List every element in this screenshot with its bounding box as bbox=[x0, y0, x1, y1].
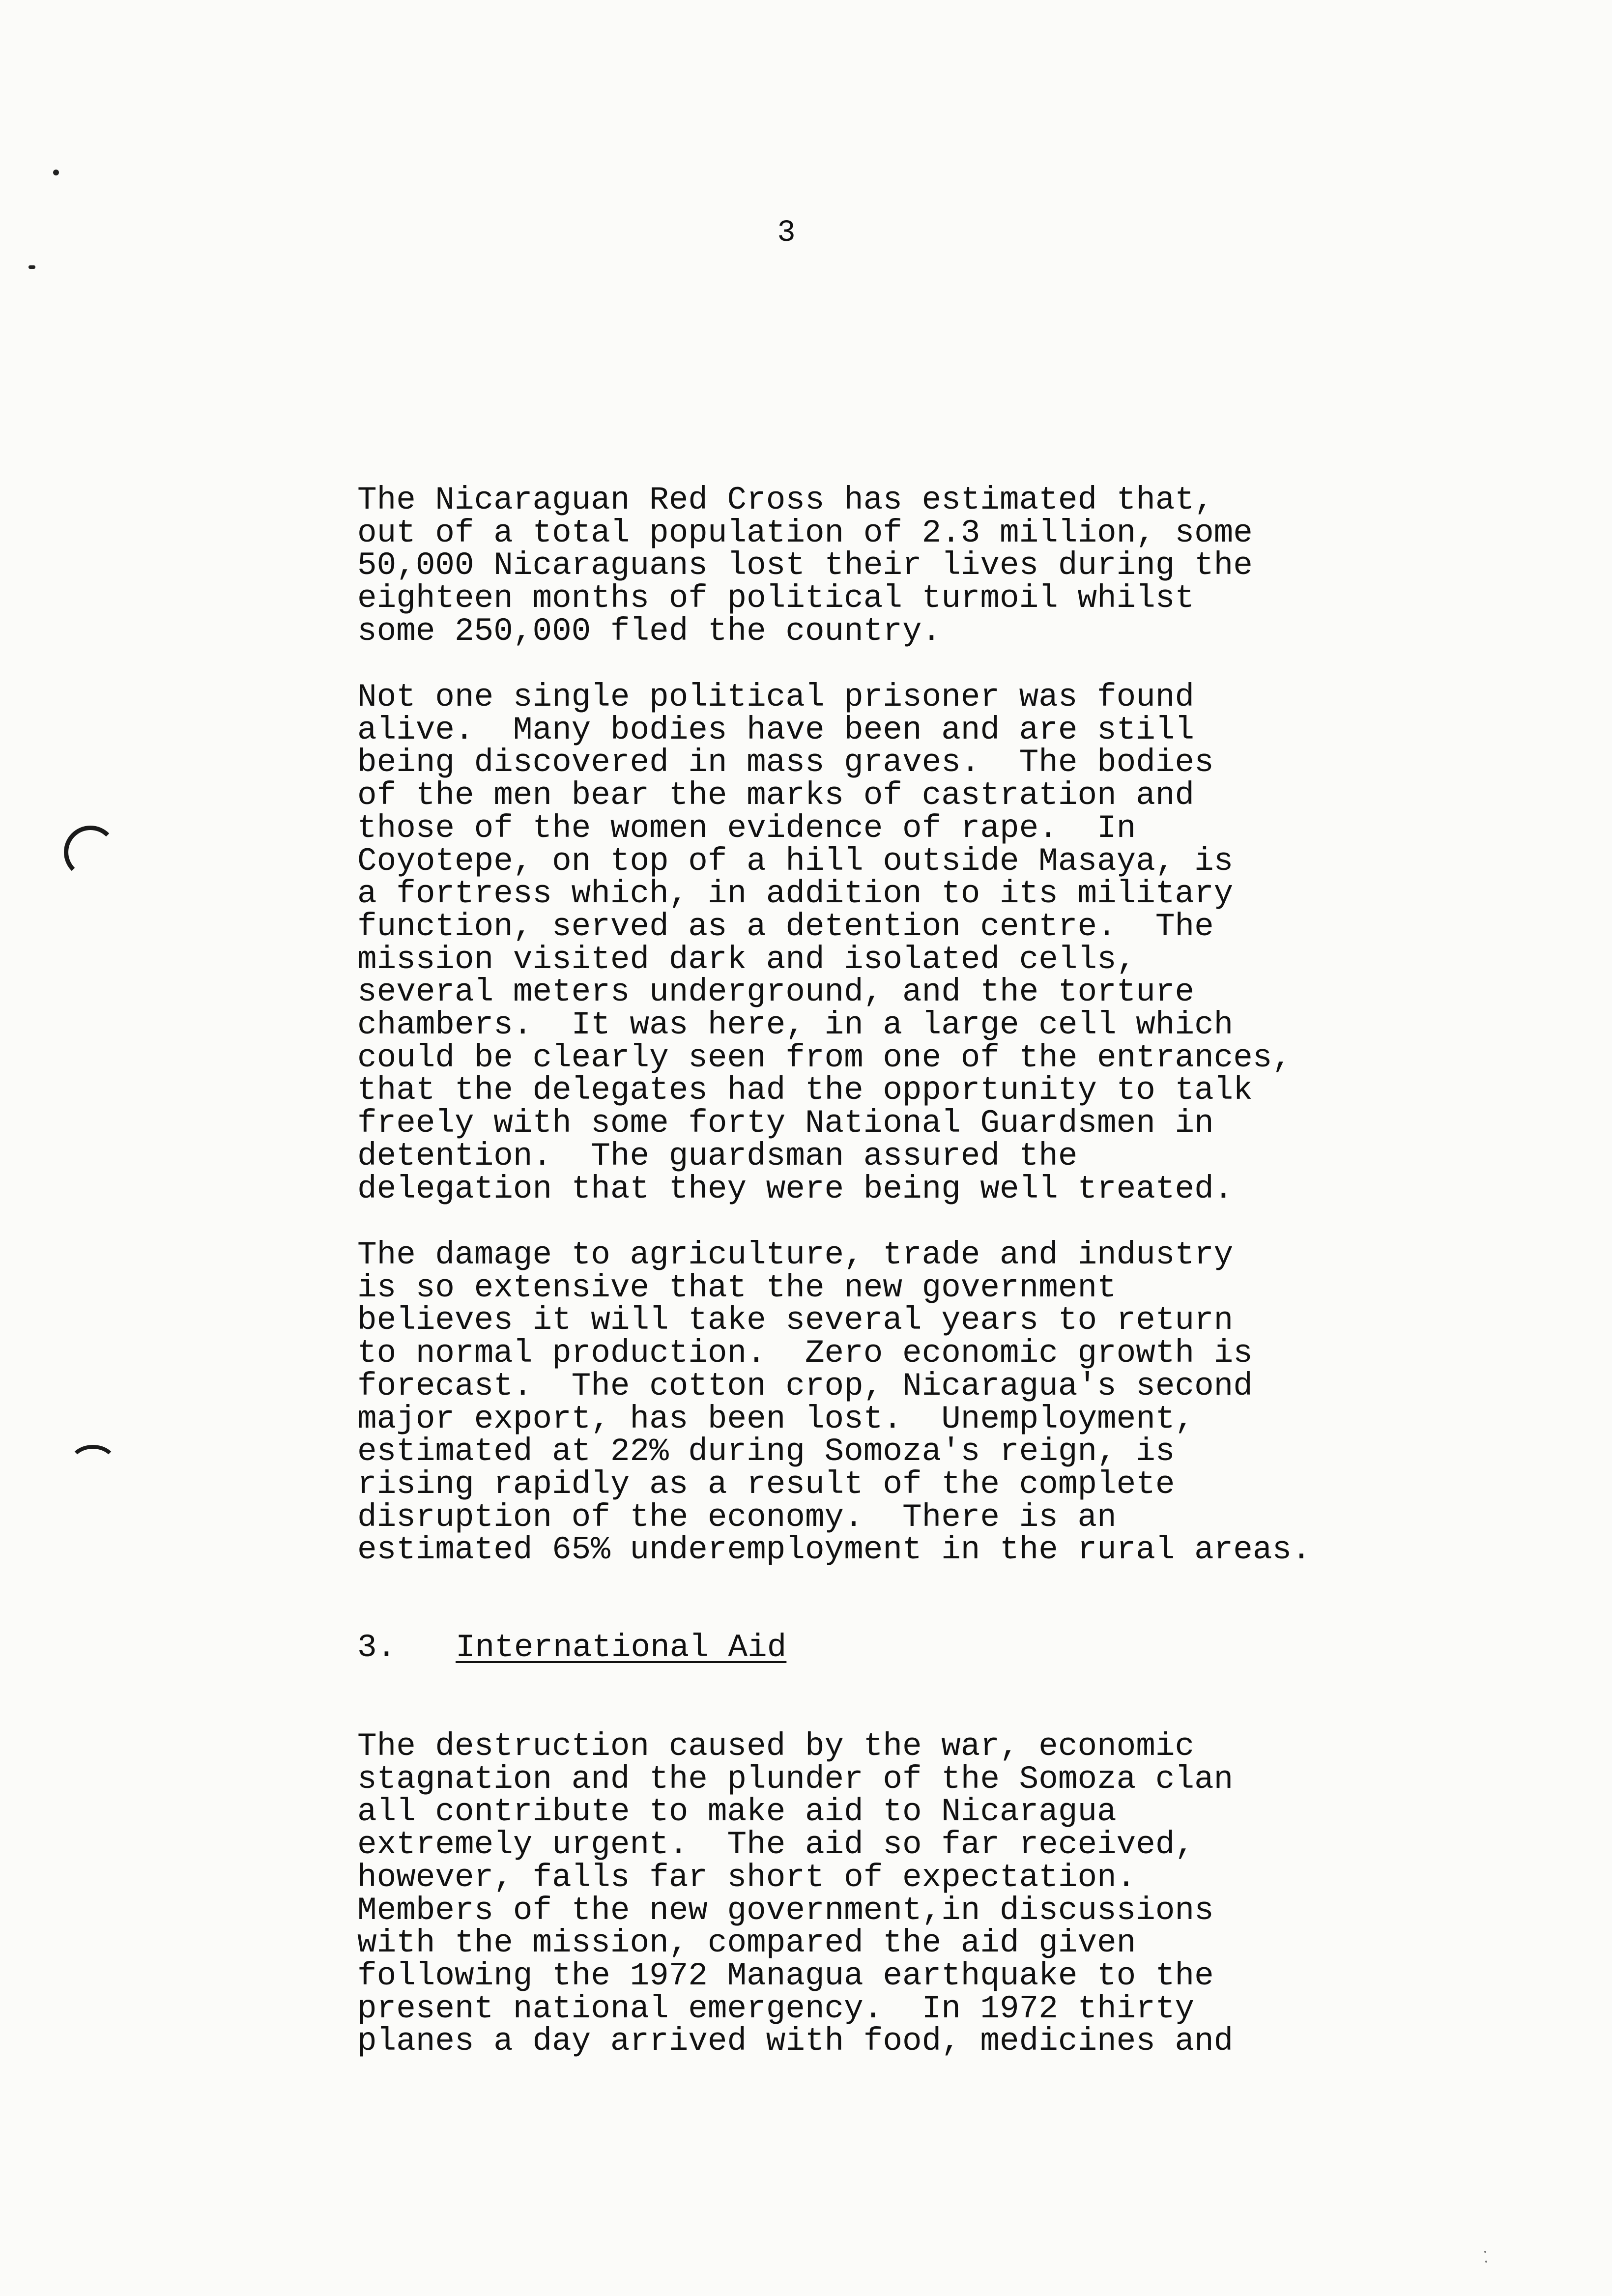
scan-speck bbox=[29, 265, 35, 269]
section-heading bbox=[357, 1629, 787, 1666]
punch-hole-mark bbox=[64, 826, 117, 879]
paragraph-political-prisoners: Not one single political prisoner was found alive. Many bodies have been and are still being discovered in mass graves. The bodies of the men bear the marks of castration and those of the women evidence of rape. In Coyotepe, on top of a hill outside Masaya, is a fortress which, in addition to its military function, served as a detention centre. The mission visited dark and isolated cells, several meters underground, and the torture chambers. It was here, in a large cell which could be clearly seen from one of the entrances, that the delegates had the opportunity to talk freely with some forty National Guardsmen in detention. The guardsman assured the delegation that they were being well treated. bbox=[357, 679, 1292, 1207]
scan-speck bbox=[53, 170, 59, 175]
paragraph-red-cross-estimate: The Nicaraguan Red Cross has estimated that, out of a total population of 2.3 million, some 50,000 Nicaraguans lost their lives during the eighteen months of political turmoil whilst some 250,000 fled the country. bbox=[357, 482, 1253, 650]
scan-speck bbox=[1485, 2261, 1487, 2263]
paragraph-economic-damage: The damage to agriculture, trade and industry is so extensive that the new government believes it will take several years to return to normal production. Zero economic growth is forecast. The cotton crop, Nicaragua's second major export, has been lost. Unemployment, estimated at 22% during Somoza's reign, is rising rapidly as a result of the complete disruption of the economy. There is an estimated 65% underemployment in the rural areas. bbox=[357, 1236, 1311, 1569]
scan-speck bbox=[1484, 2251, 1486, 2253]
punch-hole-mark bbox=[68, 1445, 118, 1487]
section-title: International Aid bbox=[456, 1629, 787, 1666]
paragraph-international-aid: The destruction caused by the war, economic stagnation and the plunder of the Somoza clan all contribute to make aid to Nicaragua extremely urgent. The aid so far received, however, falls far short of expectation. Members of the new government,in discussions with the mission, compared the aid given following the 1972 Managua earthquake to the present national emergency. In 1972 thirty planes a day arrived with food, medicines and bbox=[357, 1728, 1234, 2060]
page-number: 3 bbox=[777, 215, 796, 250]
section-number: 3. bbox=[357, 1629, 397, 1666]
